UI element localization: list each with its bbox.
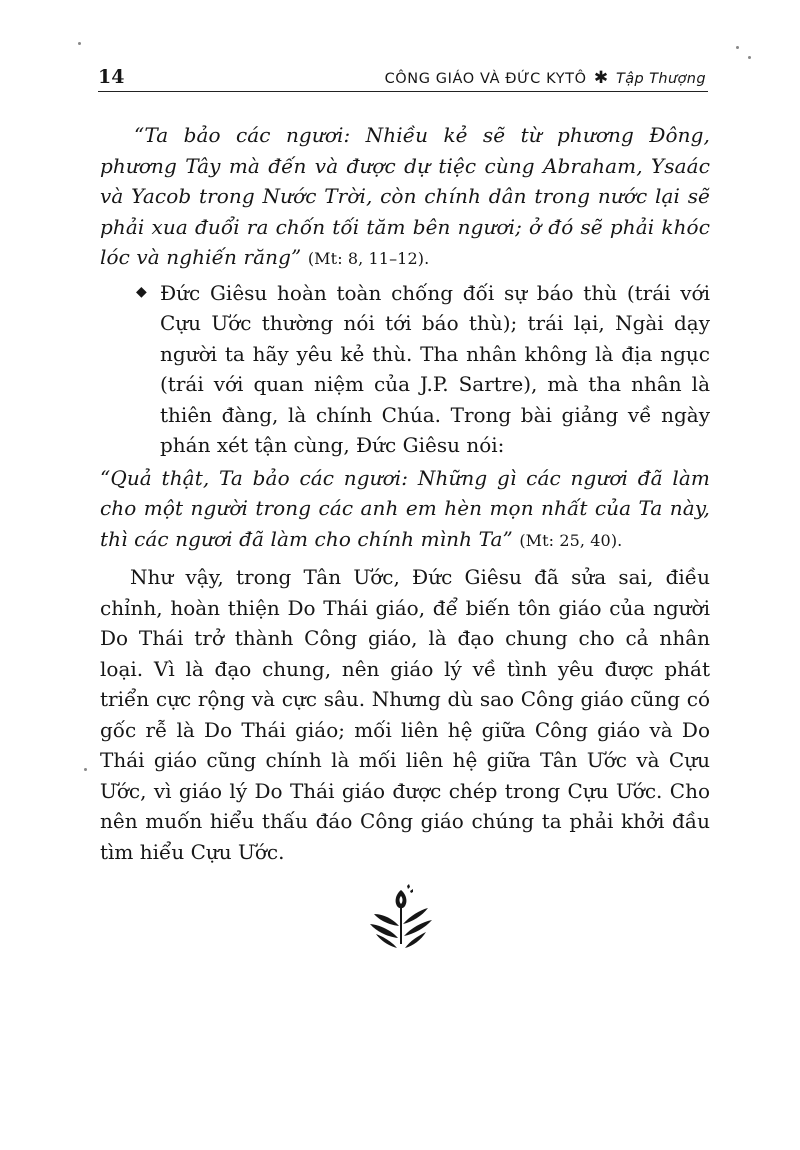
floral-ornament-icon [366, 884, 436, 950]
scan-speck [78, 42, 81, 45]
asterisk-separator-icon: ✱ [593, 68, 609, 88]
diamond-bullet-icon: ◆ [136, 283, 147, 300]
quote-text-2: “Quả thật, Ta bảo các ngươi: Những gì các ngươi đã làm cho một người trong các anh em hèn mọn nhất của Ta này, thì các ngươi đã làm cho chính mình Ta” [100, 465, 710, 551]
book-title: CÔNG GIÁO VÀ ĐỨC KYTÔ [384, 71, 587, 87]
quote-text: “Ta bảo các ngươi: Nhiều kẻ sẽ từ phương Đông, phương Tây mà đến và được dự tiệc cùng Abraham, Ysaác và Yacob trong Nước Trời, còn chính dân trong nước lại sẽ phải xua đuổi ra chốn tối tăm bên ngươi; ở đó sẽ phải khóc lóc và nghiến răng” [100, 123, 710, 269]
header-divider [98, 91, 708, 92]
scripture-quote-2 [100, 463, 710, 557]
running-title [385, 69, 706, 88]
page-body [100, 120, 710, 867]
quote-reference-2: (Mt: 25, 40). [519, 530, 623, 550]
scan-speck [748, 56, 751, 59]
quote-reference: (Mt: 8, 11–12). [307, 249, 430, 268]
body-paragraph: Như vậy, trong Tân Ước, Đức Giêsu đã sửa sai, điều chỉnh, hoàn thiện Do Thái giáo, để biến tôn giáo của người Do Thái trở thành Công giáo, là đạo chung cho cả nhân loại. Vì là đạo chung, nên giáo lý về tình yêu được phát triển cực rộng và cực sâu. Nhưng dù sao Công giáo cũng có gốc rễ là Do Thái giáo; mối liên hệ giữa Công giáo và Do Thái giáo cũng chính là mối liên hệ giữa Tân Ước và Cựu Ước, vì giáo lý Do Thái giáo được chép trong Cựu Ước. Cho nên muốn hiểu thấu đáo Công giáo chúng ta phải khởi đầu tìm hiểu Cựu Ước. [100, 565, 710, 864]
volume-label: Tập Thượng [615, 71, 706, 87]
scripture-quote [100, 120, 710, 275]
bullet-text: Đức Giêsu hoàn toàn chống đối sự báo thù (trái với Cựu Ước thường nói tới báo thù); trái lại, Ngài dạy người ta hãy yêu kẻ thù. Tha nhân không là địa ngục (trái với quan niệm của J.P. Sartre), mà tha nhân là thiên đàng, là chính Chúa. Trong bài giảng về ngày phán xét tận cùng, Đức Giêsu nói: [160, 280, 710, 457]
scan-speck [84, 768, 87, 771]
page-header [98, 66, 708, 92]
page-number: 14 [98, 66, 125, 88]
bullet-paragraph [100, 278, 710, 461]
scan-speck [736, 46, 739, 49]
